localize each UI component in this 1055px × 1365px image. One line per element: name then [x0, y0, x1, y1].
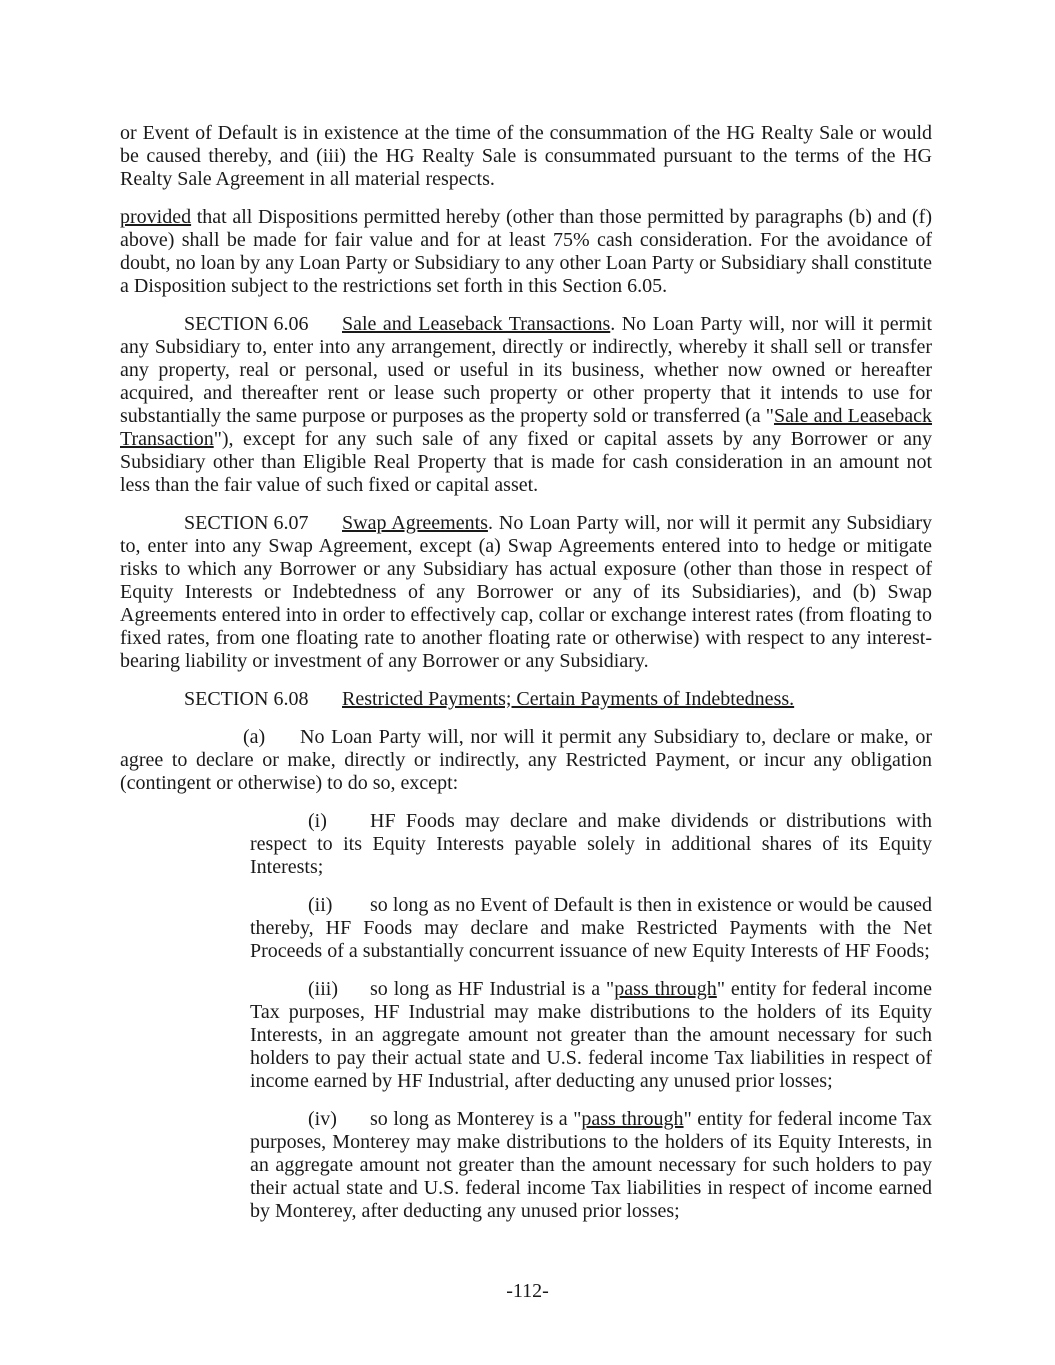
text-run: or Event of Default is in existence at the time of the consummation of the HG Realty Sale or would be caused thereby, and (iii) the HG Realty Sale is consummated pursuant to the terms of the HG Realty Sale Agreement in all material respects.	[120, 122, 932, 190]
text-run: . No Loan Party will, nor will it permit any Subsidiary to, enter into any Swap Agreement, except (a) Swap Agreements entered into to hedge or mitigate risks to which any Borrower or any Subsidiary has actual exposure (other than those in respect of Equity Interests or Indebtedness of any Borrower or any of its Subsidiaries), and (b) Swap Agreements entered into in order to effectively cap, collar or exchange interest rates (from floating to fixed rates, from one floating rate to another floating rate or otherwise) with respect to any interest-bearing liability or investment of any Borrower or any Subsidiary.	[120, 512, 932, 672]
clause-label-ii: (ii)	[308, 894, 333, 916]
text-run: No Loan Party will, nor will it permit any Subsidiary to, declare or make, or agree to declare or make, directly or indirectly, any Restricted Payment, or incur any obligation (contingent or otherwise) to do so, except:	[120, 726, 932, 794]
clause-label-iii: (iii)	[308, 978, 338, 1000]
underlined-term: Sale and Leaseback Transaction	[120, 405, 933, 450]
paragraph-clause-ii	[250, 894, 932, 963]
text-run: " entity for federal income Tax purposes, HF Industrial may make distributions to the holders of its Equity Interests, in an aggregate amount not greater than the amount necessary for such holders to pay their actual state and U.S. federal income Tax liabilities in respect of income earned by HF Industrial, after deducting any unused prior losses;	[250, 978, 932, 1092]
paragraph-clause-iv	[250, 1108, 932, 1223]
section-number-6-07: SECTION 6.07	[184, 512, 309, 534]
underlined-term: pass through	[581, 1108, 684, 1130]
text-run: that all Dispositions permitted hereby (other than those permitted by paragraphs (b) and (f) above) shall be made for fair value and for at least 75% cash consideration. For the avoidance of doubt, no loan by any Loan Party or Subsidiary to any other Loan Party or Subsidiary shall constitute a Disposition subject to the restrictions set forth in this Section 6.05.	[120, 206, 932, 297]
text-run: so long as no Event of Default is then in existence or would be caused thereby, HF Foods may declare and make Restricted Payments with the Net Proceeds of a substantially concurrent issuance of new Equity Interests of HF Foods;	[250, 894, 932, 962]
section-number-6-08: SECTION 6.08	[184, 688, 309, 710]
underlined-term: provided	[120, 206, 192, 228]
paragraph-continuation	[120, 122, 932, 191]
page-number: -112-	[506, 1280, 549, 1302]
clause-label-iv: (iv)	[308, 1108, 337, 1130]
underlined-term: Restricted Payments; Certain Payments of Indebtedness.	[342, 688, 795, 710]
text-run: so long as Monterey is a "	[370, 1108, 582, 1130]
clause-label-a: (a)	[243, 726, 266, 748]
underlined-term: Swap Agreements	[342, 512, 488, 534]
paragraph-clause-iii	[250, 978, 932, 1093]
text-run: so long as HF Industrial is a "	[370, 978, 615, 1000]
paragraph-clause-a	[120, 726, 932, 795]
clause-label-i: (i)	[308, 810, 327, 832]
text-run: HF Foods may declare and make dividends or distributions with respect to its Equity Interests payable solely in additional shares of its Equity Interests;	[250, 810, 932, 878]
underlined-term: Sale and Leaseback Transactions	[342, 313, 611, 335]
section-number-6-06: SECTION 6.06	[184, 313, 309, 335]
paragraph-proviso	[120, 206, 932, 298]
paragraph-clause-i	[250, 810, 932, 879]
underlined-term: pass through	[614, 978, 717, 1000]
text-run: " entity for federal income Tax purposes, Monterey may make distributions to the holders of its Equity Interests, in an aggregate amount not greater than the amount necessary for such holders to pay their actual state and U.S. federal income Tax liabilities in respect of income earned by Monterey, after deducting any unused prior losses;	[250, 1108, 932, 1222]
paragraph-section-6-06	[120, 313, 932, 497]
text-run: "), except for any such sale of any fixed or capital assets by any Borrower or any Subsidiary other than Eligible Real Property that is made for cash consideration in an amount not less than the fair value of such fixed or capital asset.	[120, 428, 932, 496]
paragraph-section-6-07	[120, 512, 932, 673]
text-run: . No Loan Party will, nor will it permit any Subsidiary to, enter into any arrangement, directly or indirectly, whereby it shall sell or transfer any property, real or personal, used or useful in its business, whether now owned or hereafter acquired, and thereafter rent or lease such property or other property that it intends to use for substantially the same purpose or purposes as the property sold or transferred (a "	[120, 313, 932, 427]
paragraph-section-6-08-heading	[120, 688, 932, 711]
